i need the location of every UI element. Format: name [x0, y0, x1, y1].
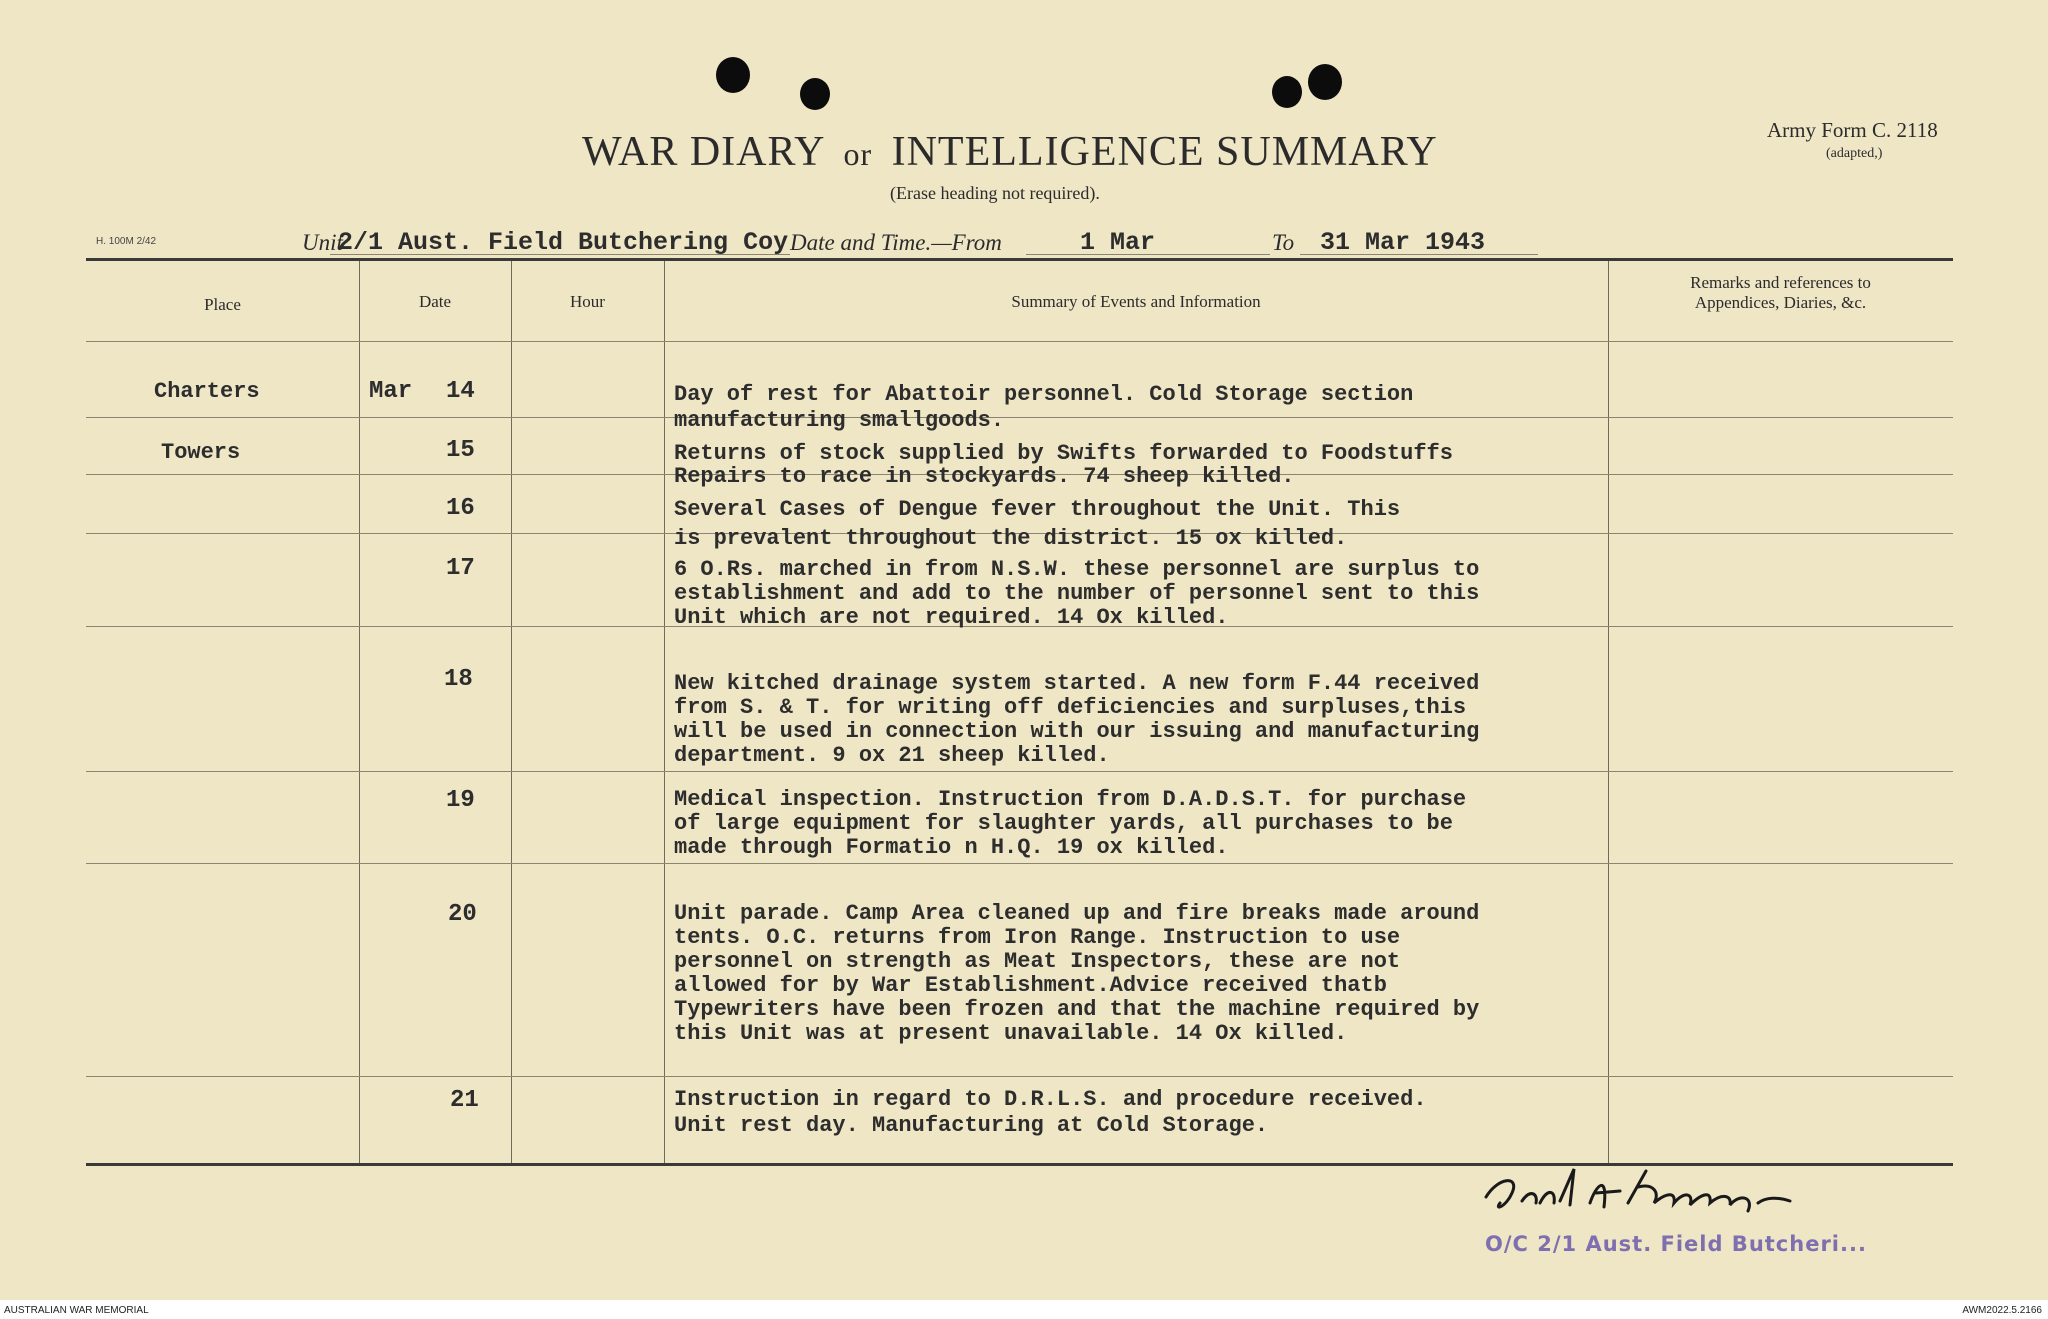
- archive-reference: AWM2022.5.2166: [1962, 1305, 2042, 1316]
- summary-line: from S. & T. for writing off deficiencies and surpluses,this: [674, 695, 1467, 720]
- remarks-header-line: Appendices, Diaries, &c.: [1694, 293, 1867, 312]
- unit-value: 2/1 Aust. Field Butchering Coy: [338, 228, 789, 257]
- summary-line: Medical inspection. Instruction from D.A.D.S.T. for purchase: [674, 787, 1467, 812]
- summary-line: made through Formatio n H.Q. 19 ox killed.: [674, 835, 1229, 860]
- summary-line: tents. O.C. returns from Iron Range. Instruction to use: [674, 925, 1401, 950]
- punch-hole: [800, 78, 830, 110]
- to-underline: [1300, 254, 1538, 255]
- month-label: Mar: [369, 378, 413, 405]
- summary-line: manufacturing smallgoods.: [674, 408, 1005, 433]
- entry-date: 16: [446, 495, 475, 522]
- entry-date: 19: [446, 787, 475, 814]
- archive-credit: AUSTRALIAN WAR MEMORIAL: [4, 1305, 149, 1316]
- summary-line: Unit which are not required. 14 Ox killed.: [674, 605, 1229, 630]
- entry-date: 21: [450, 1087, 479, 1114]
- column-divider: [664, 261, 665, 1163]
- summary-line: is prevalent throughout the district. 15 ox killed.: [674, 526, 1348, 551]
- summary-line: New kitched drainage system started. A new form F.44 received: [674, 671, 1480, 696]
- from-underline: [1026, 254, 1270, 255]
- entry-date: 14: [446, 378, 475, 405]
- column-header-summary: Summary of Events and Information: [1011, 292, 1261, 311]
- date-time-label: Date and Time.—From: [790, 230, 1002, 255]
- place-line: Charters: [154, 379, 260, 404]
- title-or: or: [843, 136, 873, 172]
- summary-line: personnel on strength as Meat Inspectors, these are not: [674, 949, 1401, 974]
- summary-line: Several Cases of Dengue fever throughout the Unit. This: [674, 497, 1401, 522]
- army-form-number: Army Form C. 2118: [1767, 118, 1938, 142]
- place-line: Towers: [161, 440, 241, 465]
- punch-hole: [1308, 64, 1342, 100]
- row-rule: [86, 417, 1953, 418]
- column-divider: [359, 261, 360, 1163]
- remarks-header-line: Remarks and references to: [1690, 273, 1871, 292]
- summary-line: will be used in connection with our issuing and manufacturing: [674, 719, 1480, 744]
- column-header-remarks: [1608, 273, 1953, 313]
- form-reference: H. 100M 2/42: [96, 236, 157, 247]
- column-divider: [511, 261, 512, 1163]
- summary-line: Repairs to race in stockyards. 74 sheep killed.: [674, 464, 1295, 489]
- unit-stamp: O/C 2/1 Aust. Field Butcheri...: [1485, 1232, 1867, 1256]
- punch-hole: [1272, 76, 1302, 108]
- title-main: WAR DIARY: [582, 129, 824, 175]
- title-second: INTELLIGENCE SUMMARY: [891, 129, 1438, 175]
- erase-note: (Erase heading not required).: [890, 183, 1100, 203]
- form-title: [582, 128, 1438, 176]
- from-value: 1 Mar: [1080, 228, 1156, 257]
- column-header-date: Date: [418, 292, 452, 311]
- unit-label: Unit: [302, 230, 343, 255]
- diary-table: [86, 258, 1953, 1166]
- row-rule: [86, 341, 1953, 342]
- summary-line: 6 O.Rs. marched in from N.S.W. these personnel are surplus to: [674, 557, 1480, 582]
- to-value: 31 Mar 1943: [1320, 228, 1486, 257]
- entry-date: 20: [448, 901, 477, 928]
- summary-line: Returns of stock supplied by Swifts forwarded to Foodstuffs: [674, 441, 1453, 466]
- summary-line: of large equipment for slaughter yards, all purchases to be: [674, 811, 1453, 836]
- summary-line: Day of rest for Abattoir personnel. Cold Storage section: [674, 382, 1414, 407]
- unit-underline: [330, 254, 790, 255]
- entry-date: 17: [446, 555, 475, 582]
- column-divider: [1608, 261, 1609, 1163]
- entry-date: 18: [444, 666, 473, 693]
- summary-line: department. 9 ox 21 sheep killed.: [674, 743, 1110, 768]
- row-rule: [86, 771, 1953, 772]
- row-rule: [86, 1076, 1953, 1077]
- summary-line: Instruction in regard to D.R.L.S. and procedure received.: [674, 1087, 1427, 1112]
- summary-line: allowed for by War Establishment.Advice received thatb: [674, 973, 1387, 998]
- handwritten-signature: [1478, 1163, 1858, 1223]
- summary-line: this Unit was at present unavailable. 14 Ox killed.: [674, 1021, 1348, 1046]
- row-rule: [86, 863, 1953, 864]
- column-header-hour: Hour: [570, 292, 605, 311]
- summary-line: Typewriters have been frozen and that the machine required by: [674, 997, 1480, 1022]
- summary-line: Unit parade. Camp Area cleaned up and fire breaks made around: [674, 901, 1480, 926]
- column-header-place: Place: [204, 295, 241, 314]
- entry-date: 15: [446, 437, 475, 464]
- to-label: To: [1272, 230, 1295, 255]
- punch-hole: [716, 57, 750, 93]
- adapted-note: (adapted,): [1826, 146, 1883, 161]
- summary-line: Unit rest day. Manufacturing at Cold Storage.: [674, 1113, 1269, 1138]
- summary-line: establishment and add to the number of personnel sent to this: [674, 581, 1480, 606]
